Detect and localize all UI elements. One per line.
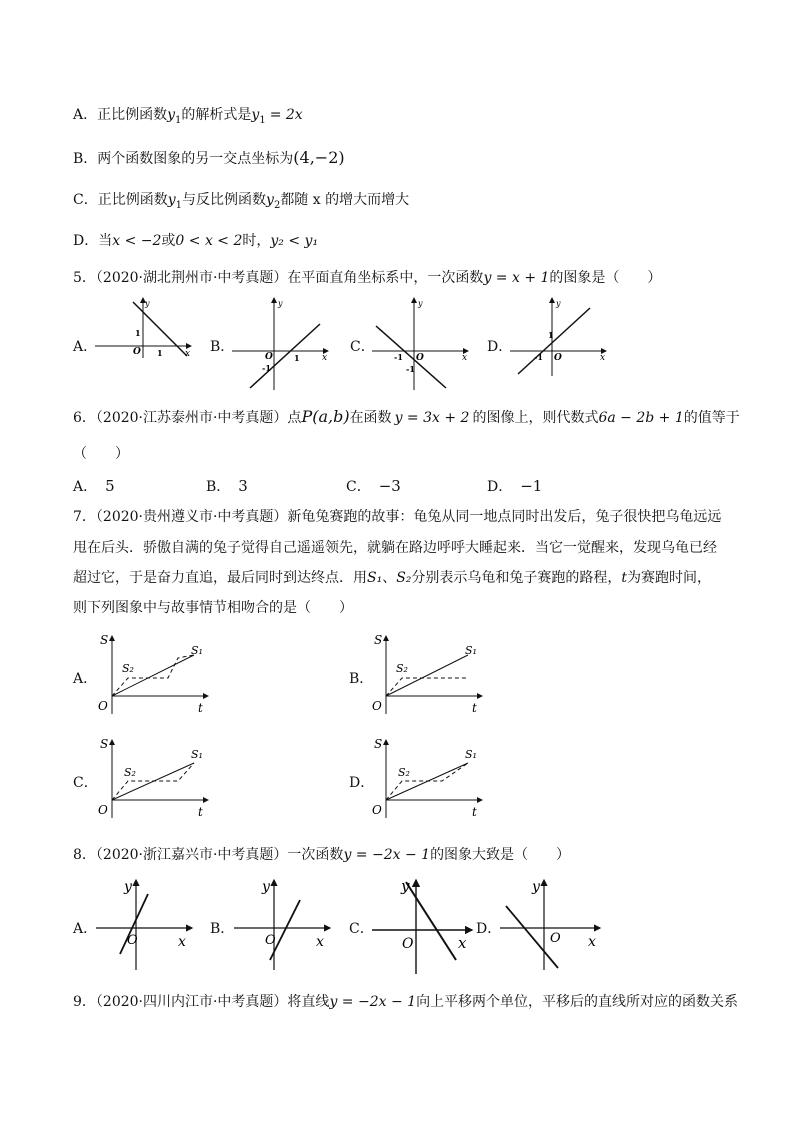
q7-sep: 、 xyxy=(382,570,397,586)
q4-c-text-c: 都随 x 的增大而增大 xyxy=(280,192,410,208)
q7-opt-d-label: D． xyxy=(349,775,375,791)
q4-option-c xyxy=(73,190,409,216)
q4-d-res: y₂ < y₁ xyxy=(270,233,319,249)
origin-label: O xyxy=(265,933,276,948)
s2-label: S₂ xyxy=(122,662,134,675)
x-label: x xyxy=(316,934,324,950)
q7-t: t xyxy=(621,570,628,586)
q6-func: y = 3x + 2 xyxy=(394,410,470,426)
q7-graph-d xyxy=(372,736,487,818)
q4-c-var1: y xyxy=(167,192,176,208)
tick-y: 1 xyxy=(135,328,141,338)
q4-d-when: 时， xyxy=(242,233,271,249)
q8-graph-b xyxy=(234,876,334,970)
q5-opt-a-label: A． xyxy=(73,339,98,355)
origin-label: O xyxy=(554,353,562,363)
q6-point: P(a,b) xyxy=(301,407,350,426)
x-label: x xyxy=(458,934,467,952)
q6-choice-b-label: B． xyxy=(206,479,231,495)
q6-alg: 6a − 2b + 1 xyxy=(598,410,684,426)
q4-a-eq: = 2x xyxy=(269,107,303,123)
q4-c-var2: y xyxy=(266,192,274,208)
q9-stem xyxy=(73,992,738,1012)
q8-tail: 的图象大致是（ ） xyxy=(430,847,571,863)
q5-opt-d-label: D． xyxy=(487,339,513,355)
q5-text: 5．（2020·湖北荆州市·中考真题）在平面直角坐标系中，一次函数 xyxy=(73,270,484,286)
t-label: t xyxy=(198,701,203,715)
q6-choice-c-value: −3 xyxy=(378,477,401,495)
q5-graph-d xyxy=(510,296,610,376)
q9-expr: y = −2x − 1 xyxy=(329,994,417,1010)
function-line xyxy=(250,324,320,388)
tick-x: 1 xyxy=(294,353,300,363)
q8-graph-a xyxy=(96,876,196,970)
q4-c-text-a: C．正比例函数 xyxy=(73,192,168,208)
q8-opt-b-label: B． xyxy=(210,921,235,937)
x-label: x xyxy=(462,353,468,363)
q6-choice-d-label: D． xyxy=(487,479,513,495)
origin-label: O xyxy=(133,347,141,357)
y-label: y xyxy=(262,879,270,895)
origin-label: O xyxy=(265,352,273,362)
q4-d-text-a: D．当 xyxy=(73,233,113,249)
q4-option-a xyxy=(73,105,303,131)
x-label: x xyxy=(185,349,191,359)
y-label: y xyxy=(124,879,132,895)
q4-b-text: B．两个函数图象的另一交点坐标为 xyxy=(73,151,294,167)
q6-choice-b xyxy=(206,476,248,497)
q6-stem xyxy=(73,407,740,428)
x-label: x xyxy=(600,353,606,363)
q6-choice-c-label: C． xyxy=(346,479,371,495)
q8-text: 8．（2020·浙江嘉兴市·中考真题）一次函数 xyxy=(73,847,344,863)
q5-graph-a xyxy=(95,296,195,358)
origin-label: O xyxy=(372,699,382,713)
tick-y: -1 xyxy=(262,363,271,373)
origin-label: O xyxy=(372,803,382,817)
q6-choice-d xyxy=(487,476,542,497)
s-label: S xyxy=(374,633,383,647)
q8-opt-a-label: A． xyxy=(73,921,98,937)
s-label: S xyxy=(374,737,383,751)
q7-graph-a xyxy=(98,632,213,714)
q7-line3a: 超过它，于是奋力直追，最后同时到达终点．用 xyxy=(73,570,367,586)
x-label: x xyxy=(588,934,596,950)
tick-y: 1 xyxy=(548,330,554,340)
q6-choice-a xyxy=(73,476,115,497)
q7-line-3 xyxy=(73,568,711,588)
q5-tail: 的图象是（ ） xyxy=(549,270,662,286)
y-label: y xyxy=(401,877,410,895)
q5-graph-c xyxy=(372,296,472,390)
q8-opt-d-label: D． xyxy=(476,921,502,937)
q9-tail: 向上平移两个单位，平移后的直线所对应的函数关系 xyxy=(416,994,739,1010)
s1-label: S₁ xyxy=(465,644,477,657)
q7-line-1: 7．（2020·贵州遵义市·中考真题）新龟兔赛跑的故事：龟兔从同一地点同时出发后，兔子很快把乌龟远远 xyxy=(73,509,722,525)
q4-a-var2: y xyxy=(251,107,260,123)
origin-label: O xyxy=(550,931,561,946)
q6-choice-a-value: 5 xyxy=(105,477,115,495)
q5-opt-c-label: C． xyxy=(350,339,375,355)
origin-label: O xyxy=(402,936,414,952)
q4-a-sub: 1 xyxy=(175,114,182,126)
q7-graph-c xyxy=(98,736,213,818)
tick-x: -1 xyxy=(534,352,543,362)
q6-choice-d-value: −1 xyxy=(520,477,543,495)
q8-graph-c xyxy=(372,876,478,976)
q4-d-or: 或 xyxy=(161,233,176,249)
q6-mid: 在函数 xyxy=(349,410,392,426)
q7-s2: S₂ xyxy=(396,570,412,586)
q6-mid2: 的图像上，则代数式 xyxy=(472,410,599,426)
x-label: x xyxy=(322,353,328,363)
s2-label: S₂ xyxy=(398,766,410,779)
tick-y: -1 xyxy=(406,364,415,374)
y-label: y xyxy=(556,299,561,308)
q4-a-var: y xyxy=(167,107,176,123)
q4-option-b xyxy=(73,148,345,169)
q4-option-d xyxy=(73,231,318,251)
q6-tail: 的值等于 xyxy=(683,410,740,426)
q4-d-cond2: 0 < x < 2 xyxy=(175,233,243,249)
origin-label: O xyxy=(98,803,108,817)
q7-opt-a-label: A． xyxy=(73,671,98,687)
q7-s1: S₁ xyxy=(367,570,383,586)
s1-label: S₁ xyxy=(191,644,203,657)
origin-label: O xyxy=(127,933,138,948)
t-label: t xyxy=(198,805,203,819)
y-label: y xyxy=(532,879,540,895)
q5-stem xyxy=(73,268,661,288)
q7-line3c: 为赛跑时间， xyxy=(627,570,712,586)
q4-a-mid: 的解析式是 xyxy=(181,107,252,123)
function-line xyxy=(376,326,446,388)
origin-label: O xyxy=(98,699,108,713)
q7-line-4: 则下列图象中与故事情节相吻合的是（ ） xyxy=(73,600,353,616)
s1-label: S₁ xyxy=(191,748,203,761)
q7-opt-b-label: B． xyxy=(349,671,374,687)
q5-graph-b xyxy=(232,296,332,390)
q8-graph-d xyxy=(500,876,606,970)
tick-x: -1 xyxy=(394,352,403,362)
q7-line3b: 分别表示乌龟和兔子赛跑的路程， xyxy=(411,570,622,586)
q6-choice-c xyxy=(346,476,401,497)
q4-c-sub1: 1 xyxy=(175,199,183,211)
s2-line xyxy=(386,678,468,696)
q4-c-text-b: 与反比例函数 xyxy=(182,192,267,208)
function-line xyxy=(518,308,590,374)
y-label: y xyxy=(278,299,283,308)
q7-opt-c-label: C． xyxy=(73,775,98,791)
q5-opt-b-label: B． xyxy=(210,339,235,355)
y-label: y xyxy=(145,299,150,308)
s1-label: S₁ xyxy=(465,748,477,761)
q8-opt-c-label: C． xyxy=(349,921,374,937)
q8-stem xyxy=(73,845,570,865)
s2-label: S₂ xyxy=(396,662,408,675)
t-label: t xyxy=(472,701,477,715)
tick-x: 1 xyxy=(157,348,163,358)
q4-b-point: (4,−2) xyxy=(293,148,345,167)
s-label: S xyxy=(100,633,109,647)
s2-label: S₂ xyxy=(124,766,136,779)
q4-d-cond1: x < −2 xyxy=(112,233,162,249)
q6-choice-a-label: A． xyxy=(73,479,98,495)
s-label: S xyxy=(100,737,109,751)
q9-text: 9．（2020·四川内江市·中考真题）将直线 xyxy=(73,994,330,1010)
q8-expr: y = −2x − 1 xyxy=(343,847,431,863)
q6-paren: （ ） xyxy=(73,446,129,462)
x-label: x xyxy=(178,934,186,950)
function-line xyxy=(406,882,456,960)
q6-text: 6．（2020·江苏泰州市·中考真题）点 xyxy=(73,410,302,426)
origin-label: O xyxy=(416,353,424,363)
q7-line-2: 甩在后头．骄傲自满的兔子觉得自己遥遥领先，就躺在路边呼呼大睡起来．当它一觉醒来，发现乌龟已经 xyxy=(73,540,717,556)
q5-expr: y = x + 1 xyxy=(483,270,550,286)
y-label: y xyxy=(418,299,423,308)
q4-c-sub2: 2 xyxy=(273,199,281,211)
t-label: t xyxy=(472,805,477,819)
q4-a-text: A．正比例函数 xyxy=(73,107,168,123)
q4-a-sub2: 1 xyxy=(259,114,266,126)
q7-graph-b xyxy=(372,632,487,714)
q6-choice-b-value: 3 xyxy=(238,477,248,495)
